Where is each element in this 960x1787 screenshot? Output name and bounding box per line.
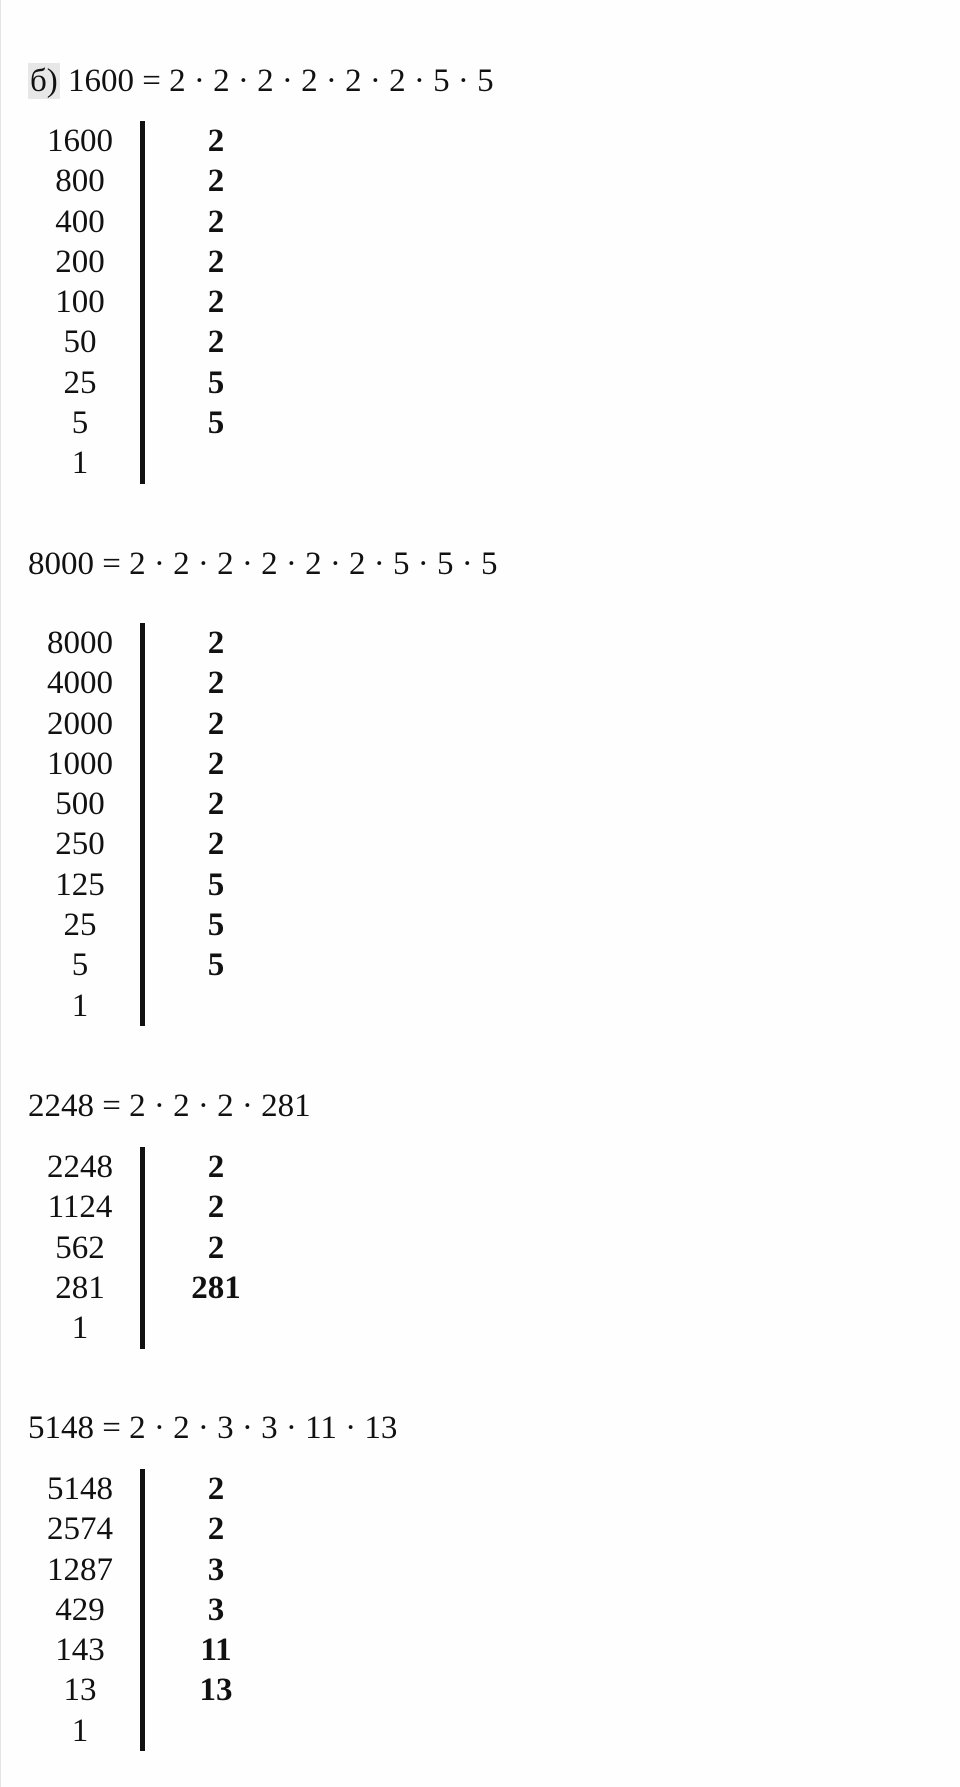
table-row xyxy=(28,945,278,985)
prime-factor: 3 xyxy=(207,1591,225,1628)
prime-factor: 2 xyxy=(207,625,225,661)
table-row xyxy=(28,1187,278,1227)
table-row xyxy=(28,744,278,784)
table-row xyxy=(28,824,278,864)
table-row xyxy=(28,663,278,703)
prime-factor: 2 xyxy=(207,826,225,863)
dividend-value: 1287 xyxy=(47,1551,113,1588)
table-row xyxy=(28,623,278,663)
division-line xyxy=(140,1147,145,1349)
dividend-value: 50 xyxy=(63,324,97,361)
prime-factor: 2 xyxy=(207,786,225,823)
prime-factor: 2 xyxy=(207,243,225,280)
table-row xyxy=(28,1469,278,1509)
table-row xyxy=(28,282,278,322)
prime-factor: 5 xyxy=(207,866,225,903)
prime-factor: 11 xyxy=(200,1632,232,1669)
prime-factor: 2 xyxy=(207,123,225,159)
dividend-value: 5148 xyxy=(47,1471,113,1507)
factorization-table-8000 xyxy=(28,623,278,1026)
prime-factor: 2 xyxy=(207,1149,225,1185)
table-row xyxy=(28,363,278,403)
equation-text: 8000 = 2 · 2 · 2 · 2 · 2 · 2 · 5 · 5 · 5 xyxy=(28,546,498,582)
prime-factor: 5 xyxy=(207,947,225,984)
factorization-table-5148 xyxy=(28,1469,278,1751)
table-row xyxy=(28,121,278,161)
table-row xyxy=(28,784,278,824)
prime-factor: 2 xyxy=(207,203,225,240)
prime-factor: 2 xyxy=(207,665,225,702)
prime-factor: 2 xyxy=(207,284,225,321)
prime-factor: 5 xyxy=(207,364,225,401)
table-row xyxy=(28,202,278,242)
dividend-value: 100 xyxy=(55,284,105,321)
table-row xyxy=(28,865,278,905)
dividend-value: 1124 xyxy=(47,1189,113,1226)
dividend-value: 2248 xyxy=(47,1149,113,1185)
prime-factor: 2 xyxy=(207,163,225,200)
dividend-value: 25 xyxy=(63,907,97,944)
dividend-value: 143 xyxy=(55,1632,105,1669)
dividend-value: 1 xyxy=(71,1310,89,1347)
prime-factor: 2 xyxy=(207,324,225,361)
dividend-value: 125 xyxy=(55,866,105,903)
dividend-value: 200 xyxy=(55,243,105,280)
table-row xyxy=(28,1711,278,1751)
dividend-value: 13 xyxy=(63,1672,97,1709)
prime-factor: 2 xyxy=(207,1189,225,1226)
prime-factor: 281 xyxy=(191,1269,241,1306)
table-row xyxy=(28,1147,278,1187)
dividend-value: 800 xyxy=(55,163,105,200)
table-row xyxy=(28,1550,278,1590)
dividend-value: 562 xyxy=(55,1229,105,1266)
equation-text: 5148 = 2 · 2 · 3 · 3 · 11 · 13 xyxy=(28,1410,398,1446)
dividend-value: 2574 xyxy=(47,1511,113,1548)
table-row xyxy=(28,1228,278,1268)
dividend-value: 1 xyxy=(71,445,89,482)
table-row xyxy=(28,242,278,282)
part-label: б) xyxy=(30,63,58,99)
equation-2248 xyxy=(28,1086,311,1126)
dividend-value: 400 xyxy=(55,203,105,240)
dividend-value: 25 xyxy=(63,364,97,401)
prime-factor: 5 xyxy=(207,405,225,442)
dividend-value: 1600 xyxy=(47,123,113,159)
table-row xyxy=(28,161,278,201)
factorization-table-2248 xyxy=(28,1147,278,1348)
prime-factor: 3 xyxy=(207,1551,225,1588)
prime-factor: 2 xyxy=(207,745,225,782)
table-row xyxy=(28,986,278,1026)
dividend-value: 5 xyxy=(71,405,89,442)
dividend-value: 1000 xyxy=(47,745,113,782)
dividend-value: 5 xyxy=(71,947,89,984)
equation-1600 xyxy=(28,61,494,101)
table-row xyxy=(28,1308,278,1348)
table-row xyxy=(28,1268,278,1308)
equation-5148 xyxy=(28,1408,397,1448)
table-row xyxy=(28,1630,278,1670)
table-row xyxy=(28,1670,278,1710)
prime-factor: 2 xyxy=(207,705,225,742)
dividend-value: 500 xyxy=(55,786,105,823)
factorization-table-1600 xyxy=(28,121,278,484)
dividend-value: 250 xyxy=(55,826,105,863)
equation-text: 2248 = 2 · 2 · 2 · 281 xyxy=(28,1088,311,1124)
prime-factor: 2 xyxy=(207,1229,225,1266)
dividend-value: 429 xyxy=(55,1591,105,1628)
dividend-value: 4000 xyxy=(47,665,113,702)
table-row xyxy=(28,1509,278,1549)
table-row xyxy=(28,704,278,744)
dividend-value: 8000 xyxy=(47,625,113,661)
table-row xyxy=(28,322,278,362)
prime-factor: 2 xyxy=(207,1511,225,1548)
prime-factor: 13 xyxy=(199,1672,233,1709)
equation-text: 1600 = 2 · 2 · 2 · 2 · 2 · 2 · 5 · 5 xyxy=(68,63,494,99)
division-line xyxy=(140,121,145,484)
division-line xyxy=(140,623,145,1026)
table-row xyxy=(28,403,278,443)
table-row xyxy=(28,443,278,483)
dividend-value: 2000 xyxy=(47,705,113,742)
dividend-value: 1 xyxy=(71,987,89,1024)
table-row xyxy=(28,905,278,945)
dividend-value: 1 xyxy=(71,1712,89,1749)
dividend-value: 281 xyxy=(55,1269,105,1306)
equation-8000 xyxy=(28,544,498,584)
prime-factor: 2 xyxy=(207,1471,225,1507)
prime-factor: 5 xyxy=(207,907,225,944)
division-line xyxy=(140,1469,145,1751)
table-row xyxy=(28,1590,278,1630)
